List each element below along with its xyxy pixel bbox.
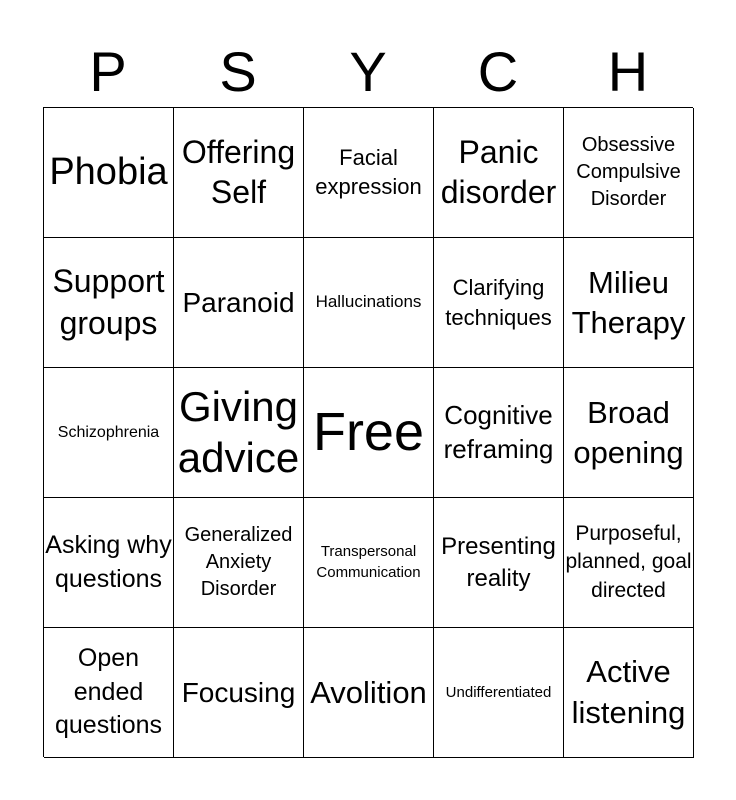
bingo-cell-label: Milieu Therapy <box>571 264 686 340</box>
bingo-cell[interactable] <box>304 238 434 368</box>
bingo-cell-label: Hallucinations <box>315 292 422 312</box>
bingo-cell-label: Cognitive reframing <box>443 399 554 464</box>
bingo-cell-label: Support groups <box>52 262 165 341</box>
bingo-cell-label: Schizophrenia <box>57 423 160 441</box>
bingo-cell[interactable] <box>564 368 694 498</box>
bingo-cell-label: Paranoid <box>182 286 295 318</box>
bingo-cell[interactable] <box>304 108 434 238</box>
header-letter-s: S <box>219 40 257 103</box>
bingo-cell[interactable] <box>44 498 174 628</box>
bingo-cell-label: Asking why questions <box>45 530 172 593</box>
bingo-cell[interactable] <box>44 628 174 758</box>
bingo-cell-label: Presenting reality <box>441 533 556 592</box>
bingo-cell-label: Giving advice <box>177 383 300 481</box>
bingo-cell-label: Purposeful, planned, goal directed <box>565 521 692 602</box>
bingo-cell[interactable] <box>434 108 564 238</box>
bingo-cell[interactable] <box>304 498 434 628</box>
bingo-cell-label: Generalized Anxiety Disorder <box>184 524 293 600</box>
bingo-cell-label: Free <box>312 401 425 462</box>
bingo-cell-label: Obsessive Compulsive Disorder <box>576 134 681 210</box>
bingo-cell-label: Panic disorder <box>440 134 557 210</box>
bingo-cell[interactable] <box>564 108 694 238</box>
bingo-cell[interactable] <box>564 498 694 628</box>
header-letter-p: P <box>89 40 127 103</box>
bingo-cell[interactable] <box>434 368 564 498</box>
bingo-cell-label: Active listening <box>571 654 686 730</box>
header-letter-y: Y <box>349 40 387 103</box>
bingo-cell[interactable] <box>174 498 304 628</box>
bingo-cell-label: Offering Self <box>181 134 296 210</box>
bingo-cell[interactable] <box>174 368 304 498</box>
bingo-cell[interactable] <box>434 628 564 758</box>
bingo-cell[interactable] <box>434 498 564 628</box>
bingo-cell[interactable] <box>434 238 564 368</box>
bingo-cell-label: Open ended questions <box>54 643 163 740</box>
bingo-cell-label: Phobia <box>49 150 168 193</box>
header-letter-h: H <box>607 40 649 103</box>
bingo-cell-label: Facial expression <box>315 144 422 199</box>
bingo-cell[interactable] <box>44 108 174 238</box>
bingo-cell[interactable] <box>174 628 304 758</box>
bingo-board <box>43 107 693 757</box>
bingo-cell[interactable] <box>564 628 694 758</box>
bingo-cell[interactable] <box>44 238 174 368</box>
bingo-cell[interactable] <box>174 238 304 368</box>
bingo-header <box>43 38 693 106</box>
header-letter-c: C <box>477 40 519 103</box>
bingo-cell[interactable] <box>174 108 304 238</box>
bingo-cell-label: Broad opening <box>573 395 684 470</box>
bingo-cell[interactable] <box>304 628 434 758</box>
bingo-cell-label: Focusing <box>181 676 296 708</box>
bingo-cell[interactable] <box>564 238 694 368</box>
bingo-cell-label: Clarifying techniques <box>445 275 552 330</box>
bingo-cell-label: Undifferentiated <box>445 683 552 701</box>
bingo-cell-label: Avolition <box>310 674 427 710</box>
bingo-cell[interactable] <box>44 368 174 498</box>
bingo-cell-label: Transpersonal Communication <box>316 543 421 581</box>
free-space-cell[interactable] <box>304 368 434 498</box>
